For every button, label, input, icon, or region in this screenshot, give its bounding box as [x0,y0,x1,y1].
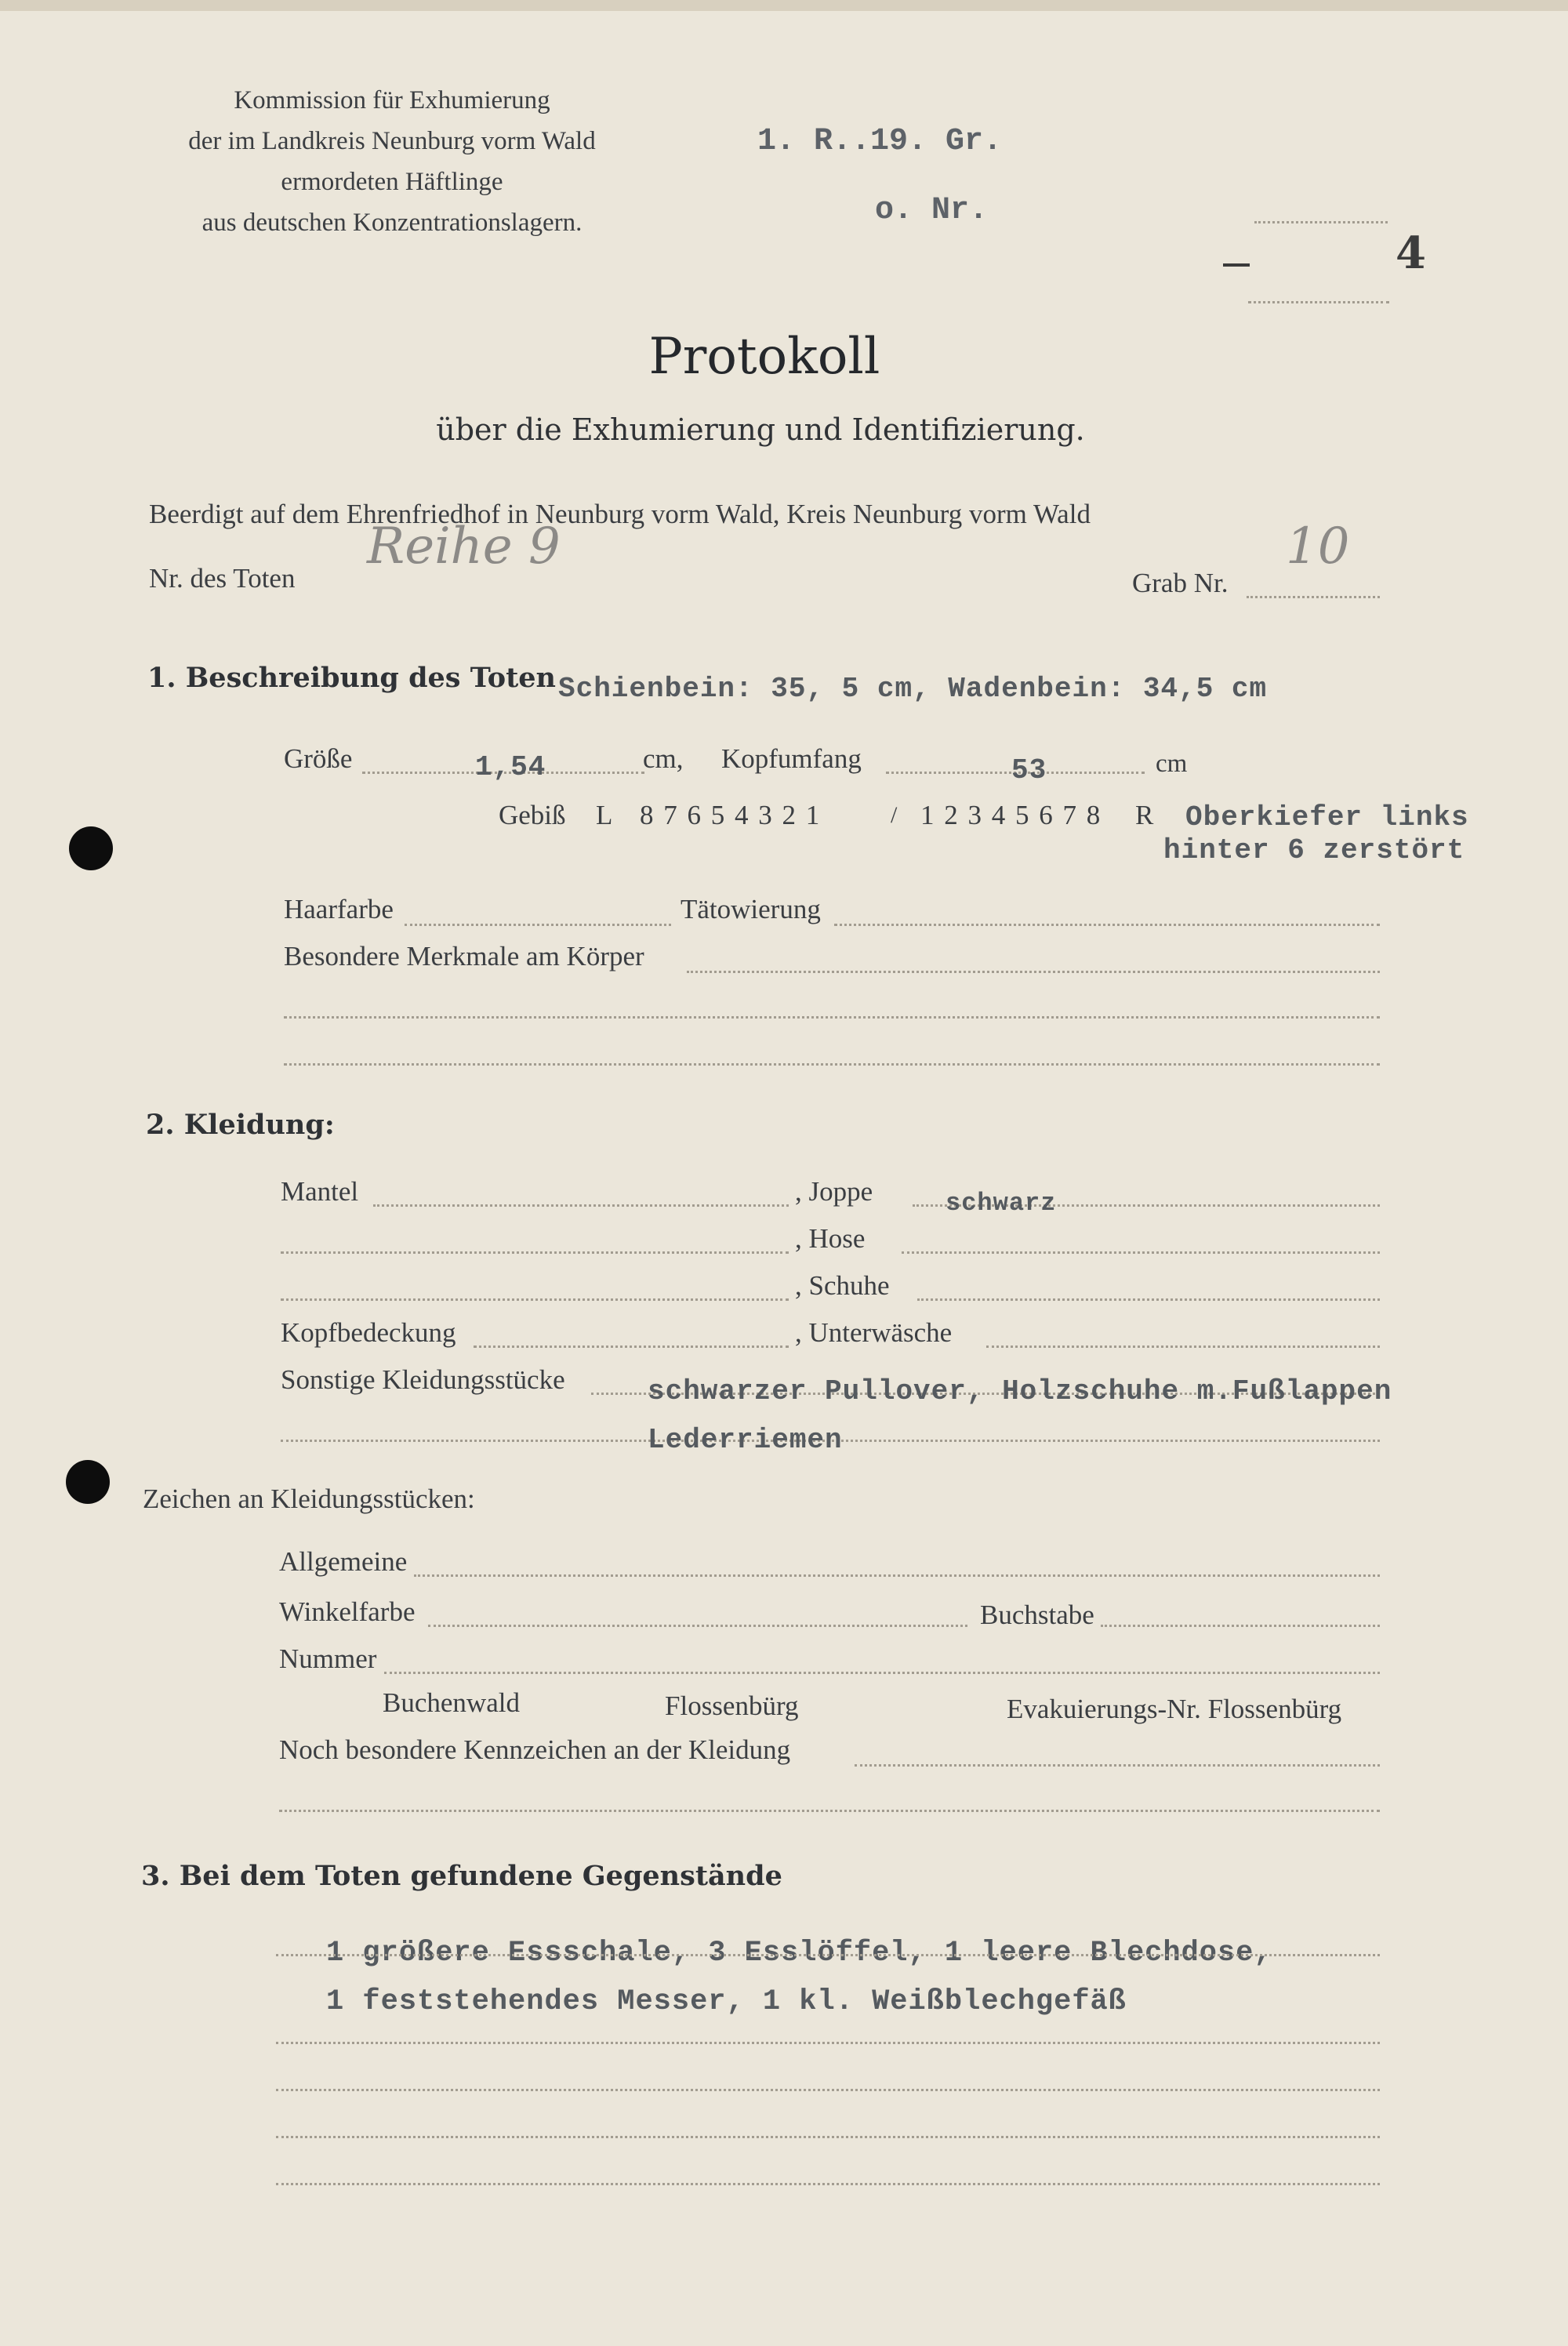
dotted-line [1248,301,1389,303]
reference-line-2: o. Nr. [875,193,989,228]
dotted-line [902,1251,1380,1254]
teeth-separator: / [891,802,898,828]
dead-number-value: Reihe 9 [367,518,561,576]
found-items-line1: 1 größere Essschale, 3 Esslöffel, 1 leere Blechdose, [326,1937,1272,1970]
stamp-mark [1223,263,1250,267]
commission-line: aus deutschen Konzentrationslagern. [201,209,583,237]
dotted-line [428,1625,967,1627]
size-value: 1,54 [475,751,546,783]
dotted-line [284,1063,1380,1066]
teeth-right-numbers: 1 2 3 4 5 6 7 8 [920,800,1102,830]
dotted-line [1247,596,1380,598]
other-clothing-label: Sonstige Kleidungsstücke [281,1364,565,1395]
dotted-line [986,1346,1380,1348]
dotted-line [373,1204,789,1207]
jacket-value: schwarz [946,1189,1057,1218]
letter-label: Buchstabe [980,1600,1094,1630]
head-circumference-unit: cm [1156,750,1188,778]
dotted-line [276,2042,1380,2044]
section1-heading: 1. Beschreibung des Toten [147,662,556,694]
section3-heading: 3. Bei dem Toten gefundene Gegenstände [141,1860,782,1892]
punch-hole-bottom [66,1460,110,1504]
hair-color-label: Haarfarbe [284,894,394,924]
head-circumference-value: 53 [1011,754,1047,786]
dotted-line [474,1346,789,1348]
teeth-right-marker: R [1135,800,1154,830]
dotted-line [405,924,671,926]
dotted-line [384,1672,1380,1674]
dotted-line [1254,221,1388,223]
clothing-signs-heading: Zeichen an Kleidungsstücken: [143,1484,475,1514]
buchenwald-label: Buchenwald [383,1687,520,1718]
other-clothing-value-line1: schwarzer Pullover, Holzschuhe m.Fußlappen [648,1375,1392,1407]
teeth-label: Gebiß [499,800,566,830]
page-title: Protokoll [648,328,880,386]
evacuation-number-label: Evakuierungs-Nr. Flossenbürg [1007,1694,1342,1724]
tattoo-label: Tätowierung [681,894,821,924]
underwear-label: , Unterwäsche [795,1317,953,1348]
jacket-label: , Joppe [795,1176,873,1207]
commission-line: der im Landkreis Neunburg vorm Wald [188,127,596,155]
dotted-line [1101,1625,1380,1627]
page-number: 4 [1396,227,1426,279]
dotted-line [855,1764,1380,1767]
found-items-line2: 1 feststehendes Messer, 1 kl. Weißblechgefäß [326,1985,1127,2018]
punch-hole-top [69,826,113,870]
angle-color-label: Winkelfarbe [279,1596,416,1627]
dotted-line [687,971,1380,973]
description-value: Schienbein: 35, 5 cm, Wadenbein: 34,5 cm [558,673,1268,705]
teeth-note-line2: hinter 6 zerstört [1163,834,1465,866]
grave-number-label: Grab Nr. [1132,568,1229,598]
size-unit: cm, [643,743,684,774]
page-subtitle: über die Exhumierung und Identifizierung. [436,412,1085,447]
number-label: Nummer [279,1643,377,1674]
dotted-line [276,1954,1380,1956]
commission-line: ermordeten Häftlinge [281,168,503,196]
general-label: Allgemeine [279,1546,408,1577]
trousers-label: , Hose [795,1223,866,1254]
paper-top-edge [0,0,1568,11]
size-label: Größe [284,743,353,774]
teeth-left-numbers: 8 7 6 5 4 3 2 1 [640,800,822,830]
dotted-line [281,1251,789,1254]
head-circumference-label: Kopfumfang [721,743,862,774]
reference-line-1: 1. R..19. Gr. [757,124,1003,159]
dotted-line [276,2136,1380,2138]
dotted-line [276,2089,1380,2091]
flossenburg-label: Flossenbürg [665,1690,799,1721]
dotted-line [276,2183,1380,2185]
shoes-label: , Schuhe [795,1270,890,1301]
commission-line: Kommission für Exhumierung [234,86,550,114]
other-clothing-value-line2: Lederriemen [648,1424,843,1456]
teeth-note-line1: Oberkiefer links [1185,801,1469,833]
dotted-line [414,1574,1380,1577]
dotted-line [279,1810,1380,1812]
dotted-line [917,1298,1380,1301]
grave-number-value: 10 [1286,518,1350,576]
coat-label: Mantel [281,1176,359,1207]
section2-heading: 2. Kleidung: [146,1109,335,1141]
burial-text: Beerdigt auf dem Ehrenfriedhof in Neunburg vorm Wald, Kreis Neunburg vorm Wald [149,499,1091,529]
dotted-line [834,924,1380,926]
dotted-line [281,1298,789,1301]
commission-header [118,80,666,243]
headwear-label: Kopfbedeckung [281,1317,456,1348]
teeth-left-marker: L [596,800,613,830]
dead-number-label: Nr. des Toten [149,563,296,594]
body-marks-label: Besondere Merkmale am Körper [284,941,644,971]
special-marks-label: Noch besondere Kennzeichen an der Kleidung [279,1734,791,1765]
dotted-line [284,1016,1380,1019]
